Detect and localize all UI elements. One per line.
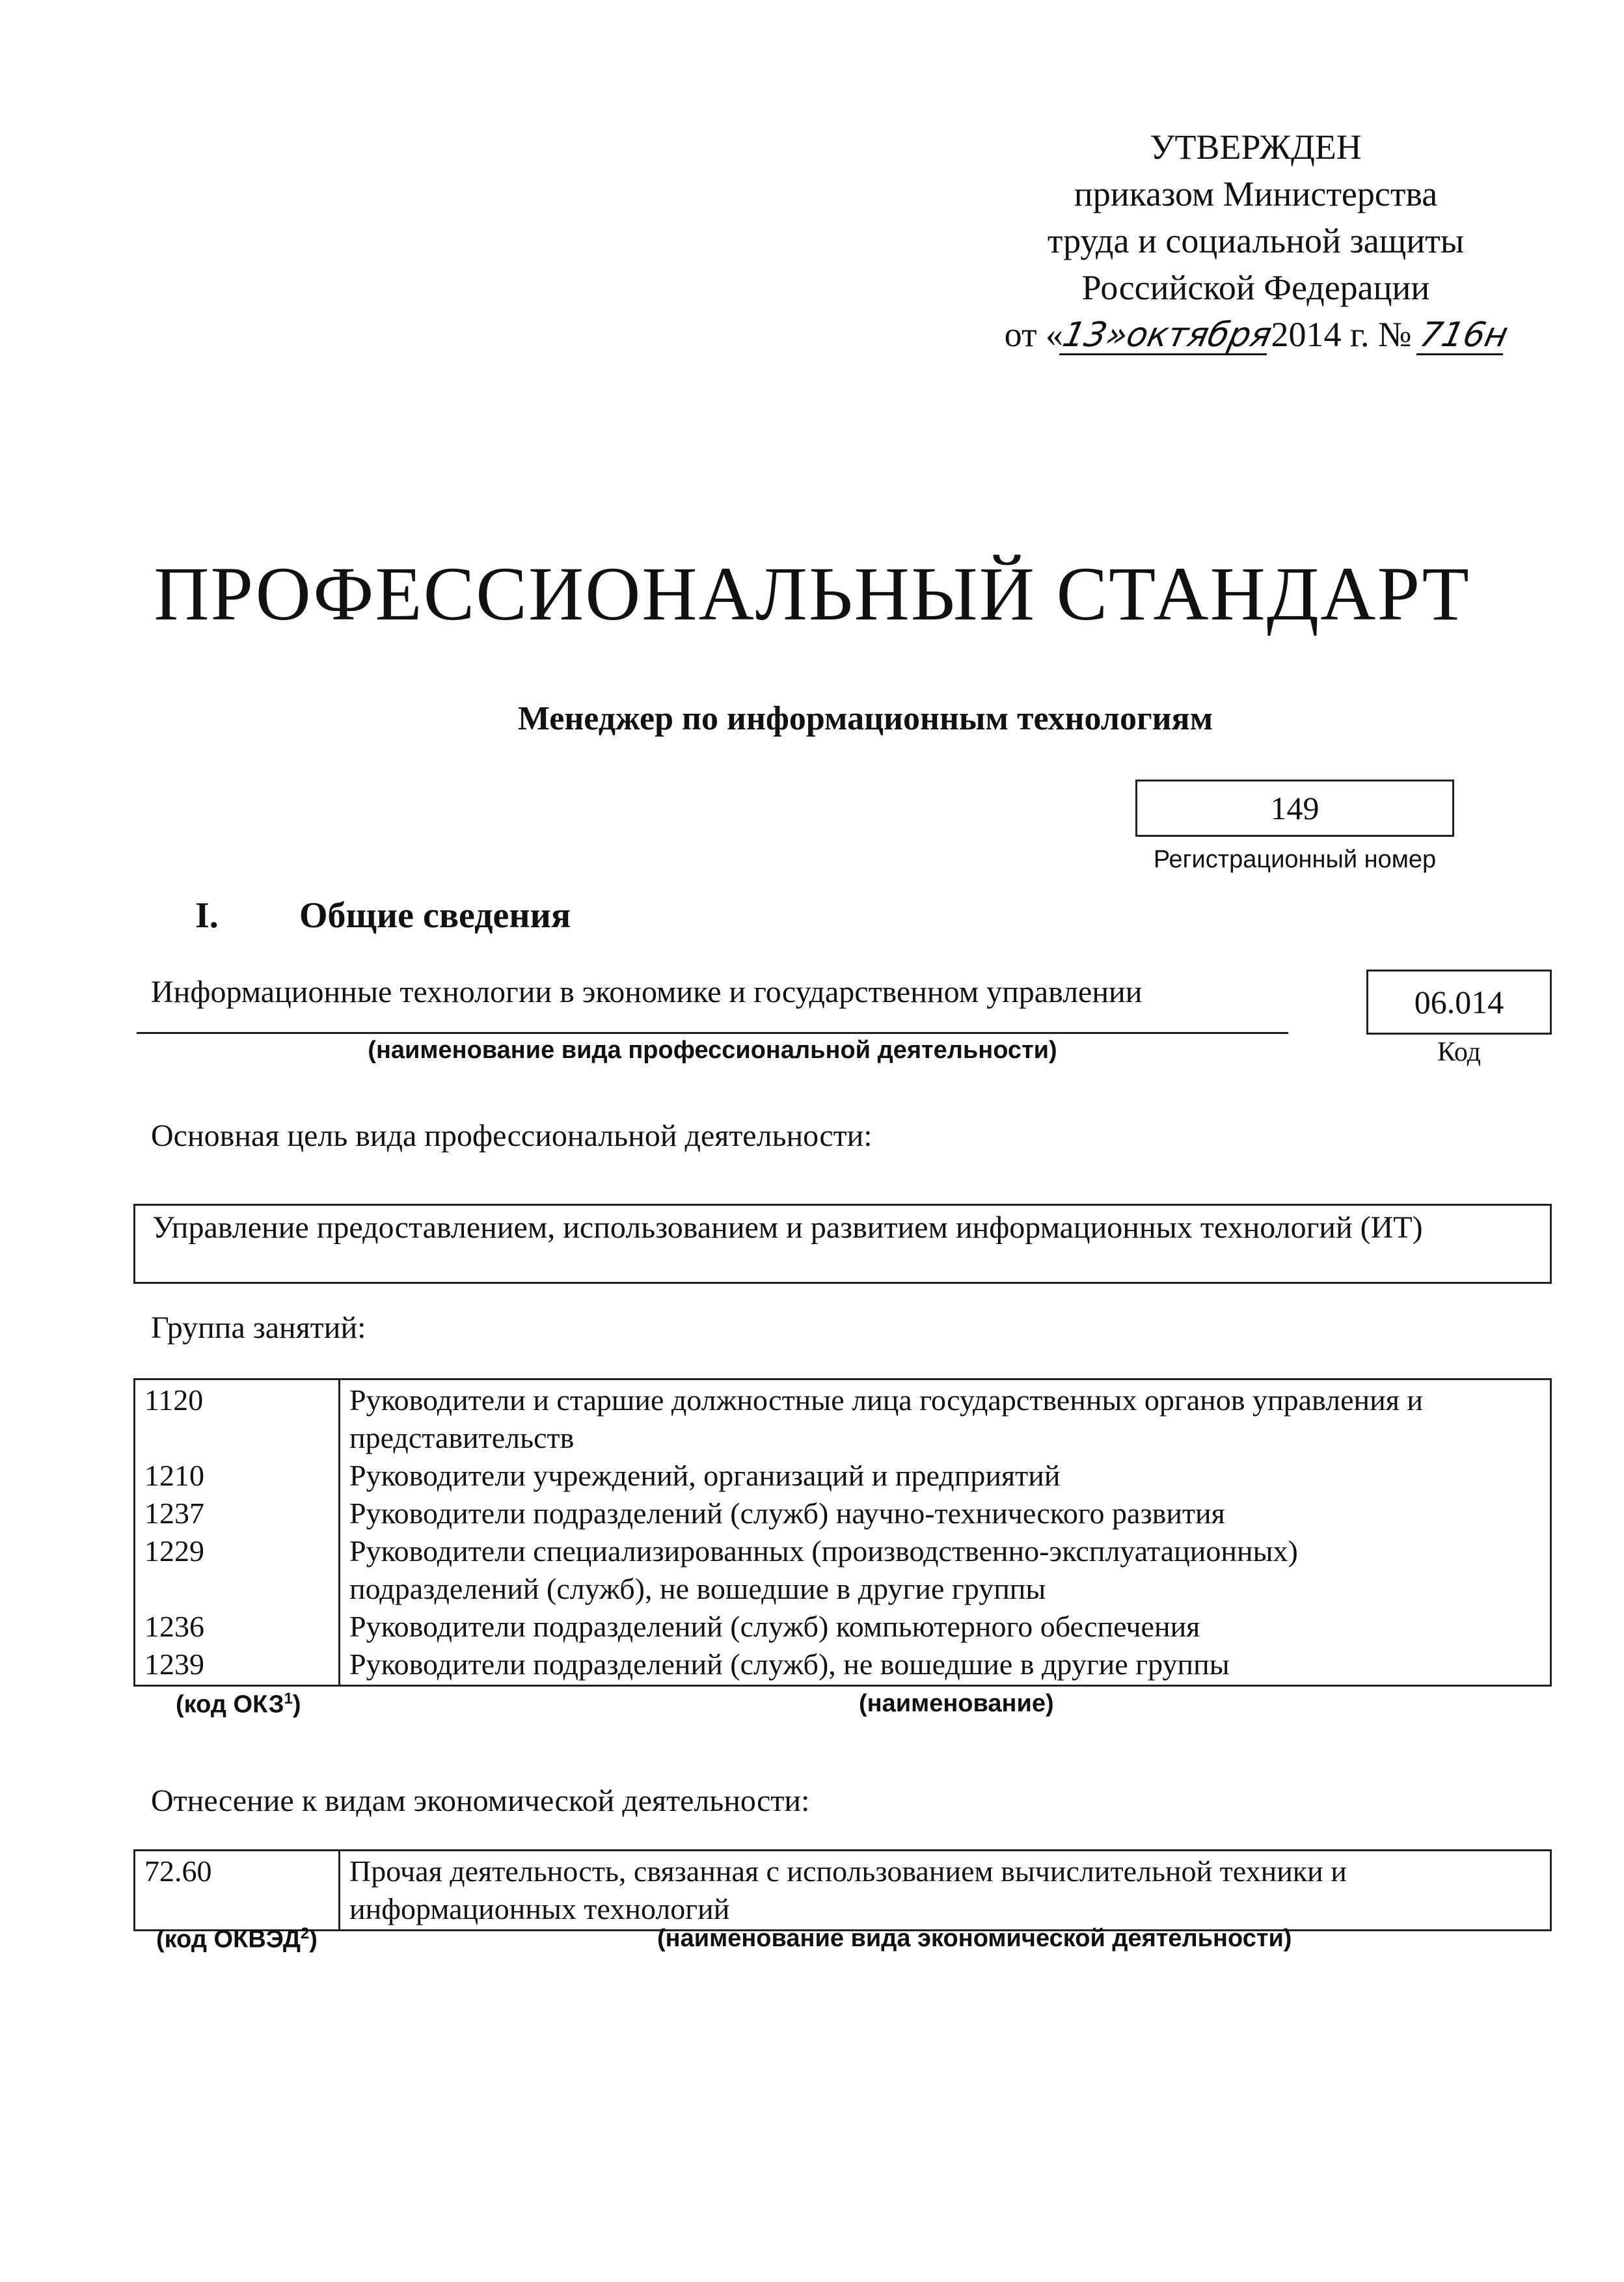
occupation-names-cell xyxy=(340,1379,1551,1686)
registration-number-label: Регистрационный номер xyxy=(1153,846,1437,873)
approval-line-federation: Российской Федерации xyxy=(1081,268,1430,307)
economic-activity-label: Отнесение к видам экономической деятельности: xyxy=(151,1784,810,1818)
occupation-code: 1237 xyxy=(144,1497,204,1530)
occupation-code: 1210 xyxy=(144,1459,204,1492)
economic-activity-name-cell xyxy=(340,1851,1551,1931)
occupation-group-table xyxy=(133,1378,1552,1687)
activity-code-box: 06.014 xyxy=(1366,970,1552,1035)
occupation-code: 1120 xyxy=(144,1383,204,1417)
approval-heading: УТВЕРЖДЕН xyxy=(1150,128,1362,167)
activity-name: Информационные технологии в экономике и государственном управлении xyxy=(151,975,1143,1009)
document-subtitle: Менеджер по информационным технологиям xyxy=(517,700,1213,737)
occupation-name: Руководители и старшие должностные лица государственных органов управления и xyxy=(349,1383,1424,1417)
activity-code-label: Код xyxy=(1437,1037,1482,1067)
economic-activity-table xyxy=(133,1849,1552,1931)
okved-code-caption xyxy=(156,1925,318,1954)
occupation-name: Руководители специализированных (производственно-эксплуатационных) xyxy=(349,1534,1298,1568)
occupation-name: Руководители подразделений (служб) компьютерного обеспечения xyxy=(349,1610,1200,1643)
approval-line-ministry: приказом Министерства xyxy=(1074,174,1438,213)
handwritten-order-number: 716н xyxy=(1416,316,1512,355)
economic-activity-name-continued: информационных технологий xyxy=(349,1892,730,1925)
goal-box xyxy=(133,1204,1552,1284)
occupation-name: Руководители учреждений, организаций и предприятий xyxy=(349,1459,1061,1492)
occupation-name: Руководители подразделений (служб), не вошедшие в другие группы xyxy=(349,1648,1230,1681)
occupation-code-spacer xyxy=(144,1570,333,1608)
date-prefix: от « xyxy=(1004,315,1064,354)
occupation-group-label: Группа занятий: xyxy=(151,1311,366,1345)
okved-code-cell xyxy=(135,1851,340,1931)
occupation-name-continued: представительств xyxy=(349,1421,575,1454)
okved-code: 72.60 xyxy=(144,1854,212,1888)
occupation-codes-cell xyxy=(135,1379,340,1686)
document-title: ПРОФЕССИОНАЛЬНЫЙ СТАНДАРТ xyxy=(154,551,1470,636)
okved-caption-end: ) xyxy=(309,1925,318,1953)
occupation-code-spacer xyxy=(144,1419,333,1457)
table-row xyxy=(135,1379,1551,1686)
section-title: Общие сведения xyxy=(299,895,571,936)
date-year: 2014 г. № xyxy=(1271,315,1412,354)
table-row xyxy=(135,1851,1551,1931)
approval-date-line xyxy=(963,311,1549,358)
registration-number-box: 149 xyxy=(1135,780,1454,837)
occupation-name-continued: подразделений (служб), не вошедшие в другие группы xyxy=(349,1572,1046,1605)
economic-activity-name-caption: (наименование вида экономической деятельности) xyxy=(657,1925,1292,1952)
handwritten-month: октября xyxy=(1123,316,1276,355)
okz-caption-end: ) xyxy=(292,1691,301,1718)
okved-caption-text: (код ОКВЭД xyxy=(156,1925,301,1953)
occupation-code: 1229 xyxy=(144,1534,204,1568)
activity-caption: (наименование вида профессиональной деятельности) xyxy=(368,1037,1057,1064)
economic-activity-name: Прочая деятельность, связанная с использованием вычислительной техники и xyxy=(349,1854,1347,1888)
occupation-code: 1239 xyxy=(144,1648,204,1681)
handwritten-day: 13» xyxy=(1059,316,1132,355)
occupation-name-caption: (наименование) xyxy=(859,1690,1054,1717)
approval-block xyxy=(963,124,1549,358)
activity-underline xyxy=(137,1032,1288,1034)
occupation-name: Руководители подразделений (служб) научно-технического развития xyxy=(349,1497,1225,1530)
footnote-ref-2: 2 xyxy=(300,1925,310,1942)
footnote-ref-1: 1 xyxy=(284,1690,293,1707)
approval-line-labor: труда и социальной защиты xyxy=(1047,221,1465,260)
goal-label: Основная цель вида профессиональной деятельности: xyxy=(151,1119,873,1153)
section-number: I. xyxy=(195,895,219,936)
okz-caption-text: (код ОКЗ xyxy=(176,1691,284,1718)
goal-text: Управление предоставлением, использованием и развитием информационных технологий (ИТ) xyxy=(152,1210,1423,1245)
okz-code-caption xyxy=(176,1690,301,1719)
occupation-code: 1236 xyxy=(144,1610,204,1643)
